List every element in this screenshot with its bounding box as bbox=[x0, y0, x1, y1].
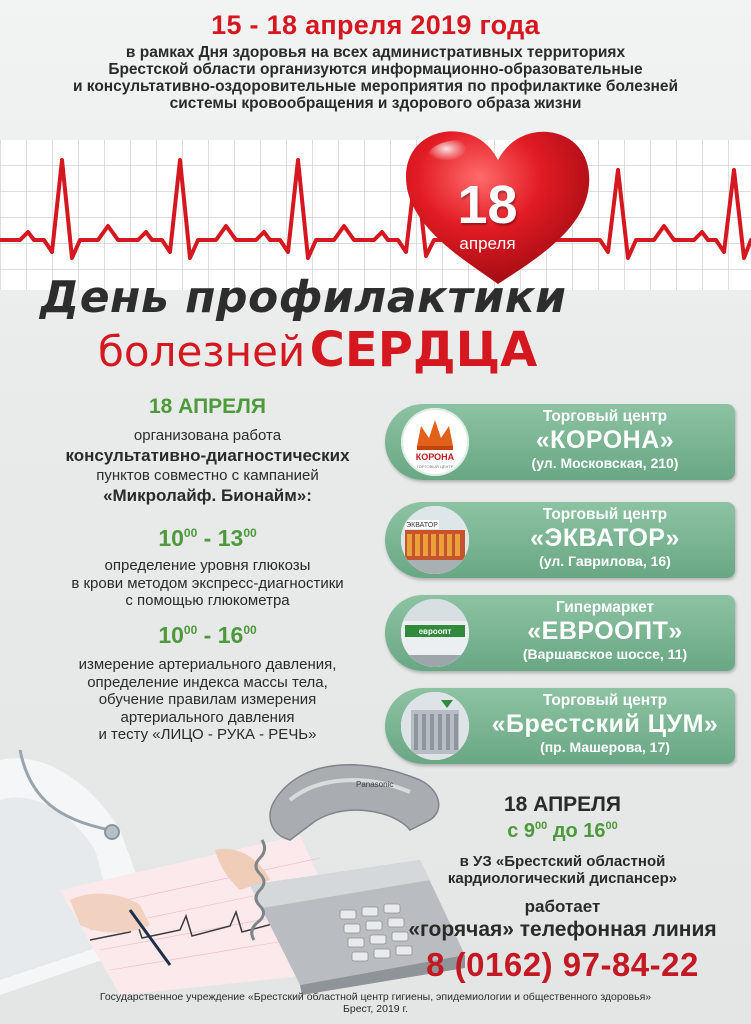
ekvator-sign-text: ЭКВАТОР bbox=[406, 522, 438, 529]
session2-description bbox=[20, 656, 395, 744]
consult-company: «Микролайф. Бионайм»: bbox=[103, 486, 312, 505]
consult-date: 18 АПРЕЛЯ bbox=[148, 395, 267, 418]
hours-to-min: 00 bbox=[605, 820, 618, 832]
session2-time bbox=[20, 622, 395, 649]
footer-organization: Государственное учреждение «Брестский областной центр гигиены, эпидемиологии и общественного здоровья» bbox=[99, 991, 652, 1003]
time-end-hour: 16 bbox=[217, 622, 244, 648]
location-type: Торговый центр bbox=[542, 408, 668, 425]
title-word-heart: СЕРДЦА bbox=[309, 322, 538, 378]
event-dates: 15 - 18 апреля 2019 года bbox=[211, 10, 540, 40]
header-description bbox=[0, 44, 751, 112]
store-icon bbox=[401, 599, 469, 667]
ecg-line-icon bbox=[0, 140, 751, 290]
hours-from-min: 00 bbox=[535, 820, 548, 832]
building-icon bbox=[401, 692, 469, 760]
hotline-organization bbox=[395, 853, 730, 887]
header-line: Брестской области организуются информационно-образовательные bbox=[108, 61, 643, 78]
header-line: и консультативно-оздоровительные мероприятия по профилактике болезней bbox=[72, 78, 679, 95]
title-line2 bbox=[98, 322, 537, 378]
location-type: Торговый центр bbox=[542, 692, 668, 709]
location-type: Гипермаркет bbox=[555, 599, 655, 616]
org-line: в УЗ «Брестский областной bbox=[459, 853, 666, 870]
hours-to-word: до bbox=[547, 820, 584, 842]
consult-intro bbox=[20, 426, 395, 506]
card-text bbox=[479, 506, 731, 570]
time-start-hour: 10 bbox=[158, 525, 184, 551]
hotline-hours bbox=[395, 820, 730, 843]
location-address: (Варшавское шоссе, 11) bbox=[522, 646, 688, 662]
location-name: «Брестский ЦУМ» bbox=[491, 710, 719, 738]
location-type: Торговый центр bbox=[542, 506, 668, 523]
session-line: обучение правилам измерения bbox=[98, 691, 317, 708]
hotline-date: 18 АПРЕЛЯ bbox=[503, 793, 622, 816]
korona-logo bbox=[401, 408, 469, 476]
header-line: системы кровообращения и здорового образа жизни bbox=[169, 95, 582, 112]
title-word-diseases: болезней bbox=[98, 327, 306, 376]
location-address: (пр. Машерова, 17) bbox=[540, 739, 670, 755]
hours-from-word: с bbox=[507, 820, 524, 842]
time-start-min: 00 bbox=[183, 623, 198, 637]
tsum-photo bbox=[401, 692, 469, 760]
session-line: измерение артериального давления, bbox=[78, 656, 337, 673]
heart-day-number: 18 bbox=[457, 175, 518, 235]
location-card-ekvator bbox=[385, 502, 735, 578]
card-text bbox=[479, 599, 731, 663]
consult-line: пунктов совместно с кампанией bbox=[96, 467, 319, 484]
evroopt-sign-text: евроопт bbox=[418, 627, 452, 636]
session-line: с помощью глюкометра bbox=[125, 592, 290, 609]
location-name: «ЭКВАТОР» bbox=[530, 524, 680, 552]
hotline-phone-number: 8 (0162) 97-84-22 bbox=[426, 946, 699, 983]
korona-logo-text: КОРОНА bbox=[415, 452, 455, 462]
phone-brand-text: Panasonic bbox=[356, 780, 394, 789]
session-line: и тесту «ЛИЦО - РУКА - РЕЧЬ» bbox=[98, 726, 317, 743]
evroopt-photo bbox=[401, 599, 469, 667]
time-start-min: 00 bbox=[183, 526, 198, 540]
heart-month: апреля bbox=[459, 234, 516, 253]
session1-description bbox=[20, 557, 395, 610]
session-line: артериального давления bbox=[120, 708, 295, 726]
ecg-grid bbox=[0, 140, 751, 290]
session1-time bbox=[20, 525, 395, 552]
location-card-tsum bbox=[385, 688, 735, 764]
card-text bbox=[479, 408, 731, 472]
time-end-hour: 13 bbox=[217, 525, 244, 551]
location-address: (ул. Московская, 210) bbox=[531, 455, 679, 471]
time-separator: - bbox=[197, 525, 218, 551]
hours-from-hour: 9 bbox=[523, 820, 536, 842]
korona-logo-sub: ТОРГОВЫЙ ЦЕНТР bbox=[416, 464, 454, 469]
org-line: кардиологический диспансер» bbox=[447, 870, 678, 887]
ekvator-photo bbox=[401, 506, 469, 574]
session-line: определение уровня глюкозы bbox=[104, 557, 311, 574]
hours-to-hour: 16 bbox=[583, 820, 606, 842]
time-separator: - bbox=[197, 622, 218, 648]
footer bbox=[0, 991, 751, 1015]
card-text bbox=[479, 692, 731, 756]
consult-line: организована работа bbox=[133, 427, 282, 444]
crown-icon bbox=[401, 408, 469, 476]
location-address: (ул. Гаврилова, 16) bbox=[539, 553, 671, 569]
hotline-label: «горячая» телефонная линия bbox=[408, 918, 717, 941]
time-end-min: 00 bbox=[243, 623, 257, 637]
hotline-works: работает bbox=[524, 897, 601, 916]
time-start-hour: 10 bbox=[158, 622, 184, 648]
footer-place-year: Брест, 2019 г. bbox=[342, 1003, 409, 1015]
session-line: определение индекса массы тела, bbox=[87, 673, 328, 691]
location-name: «КОРОНА» bbox=[535, 426, 675, 454]
building-icon bbox=[401, 506, 469, 574]
title-line1: День профилактики bbox=[40, 272, 567, 323]
header-line: в рамках Дня здоровья на всех административных территориях bbox=[125, 44, 626, 61]
time-end-min: 00 bbox=[243, 526, 257, 540]
location-card-korona bbox=[385, 404, 735, 480]
location-card-evroopt bbox=[385, 595, 735, 671]
session-line: в крови методом экспресс-диагностики bbox=[71, 574, 344, 592]
location-name: «ЕВРООПТ» bbox=[527, 617, 683, 645]
consult-line-bold: консультативно-диагностических bbox=[65, 446, 350, 465]
